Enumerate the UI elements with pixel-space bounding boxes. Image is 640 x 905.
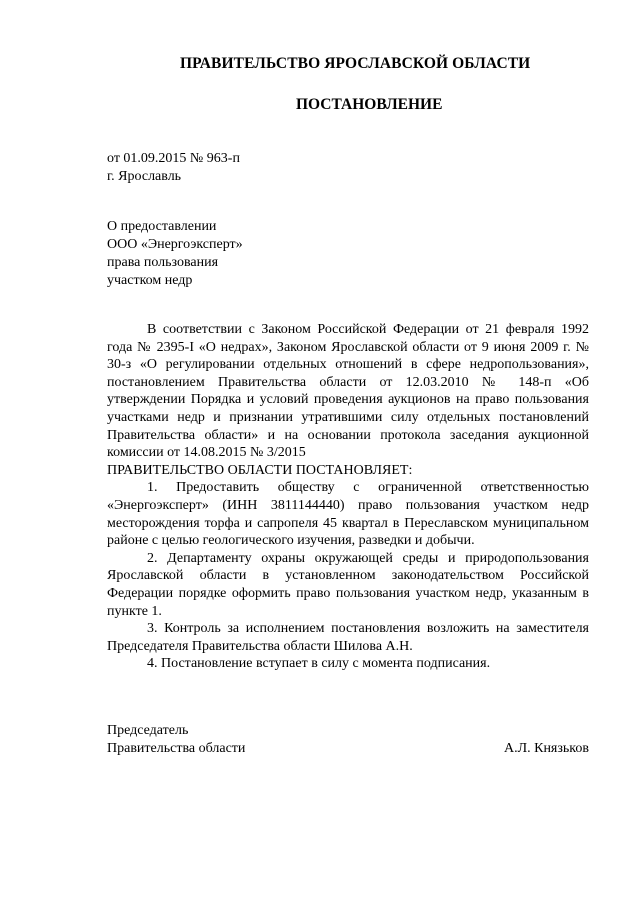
item-paragraph: 1. Предоставить обществу с ограниченной ответственностью «Энергоэксперт» (ИНН 3811144440) право пользования участком недр месторождения торфа и сапропеля 45 квартал в Переславском муниципальном районе с целью геологического изучения, разведки и добычи. <box>107 480 589 549</box>
government-title: ПРАВИТЕЛЬСТВО ЯРОСЛАВСКОЙ ОБЛАСТИ <box>180 55 531 72</box>
document-meta <box>107 150 240 186</box>
document-subject <box>107 218 243 290</box>
document-type: ПОСТАНОВЛЕНИЕ <box>296 96 443 113</box>
signatory-title: Правительства области <box>107 741 246 756</box>
signatory-title: Председатель <box>107 723 189 738</box>
signatory-name: А.Л. Князьков <box>504 741 589 756</box>
preamble-paragraph: В соответствии с Законом Российской Федерации от 21 февраля 1992 года № 2395-I «О недрах», Законом Ярославской области от 9 июня 2009 г. № 30-з «О регулировании отдельных отношений в сфере недропользования», постановлением Правительства области от 12.03.2010 № 148-п «Об утверждении Порядка и условий проведения аукционов на право пользования участками недр и признании утратившими силу отдельных постановлений Правительства области» и на основании протокола заседания аукционной комиссии от 14.08.2015 № 3/2015 <box>107 322 589 461</box>
signature-block <box>107 722 589 758</box>
document-body <box>107 321 589 673</box>
subject-line: О предоставлении <box>107 219 217 234</box>
place: г. Ярославль <box>107 169 182 184</box>
subject-line: участком недр <box>107 273 193 288</box>
subject-line: права пользования <box>107 255 219 270</box>
date-number: от 01.09.2015 № 963-п <box>107 151 240 166</box>
resolves-heading: ПРАВИТЕЛЬСТВО ОБЛАСТИ ПОСТАНОВЛЯЕТ: <box>107 462 413 478</box>
subject-line: ООО «Энергоэксперт» <box>107 237 243 252</box>
item-paragraph: 3. Контроль за исполнением постановления возложить на заместителя Председателя Правительства области Шилова А.Н. <box>107 621 589 654</box>
item-paragraph: 4. Постановление вступает в силу с момента подписания. <box>147 656 491 672</box>
item-paragraph: 2. Департаменту охраны окружающей среды и природопользования Ярославской области в установленном законодательством Российской Федерации порядке оформить право пользования участком недр, указанным в пункте 1. <box>107 550 589 619</box>
